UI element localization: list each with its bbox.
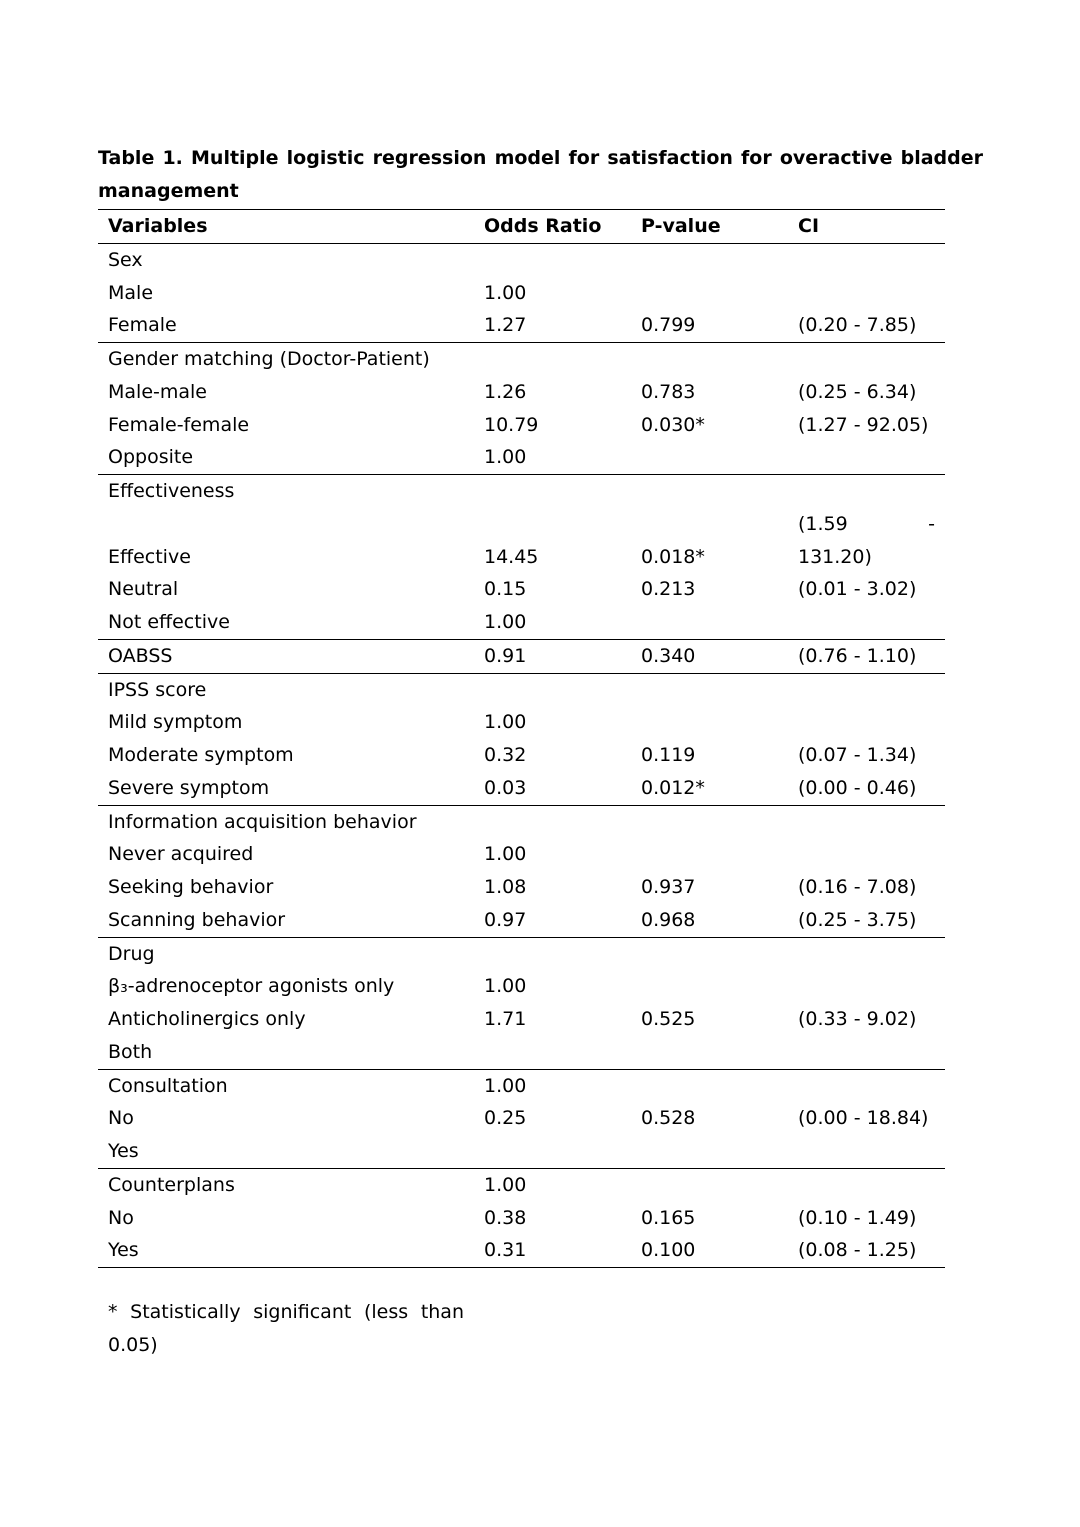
p-value-cell: 0.213: [641, 578, 696, 601]
group-header-row: [98, 475, 945, 508]
p-value-cell: [631, 838, 788, 871]
ci-cell: (0.25 - 6.34): [798, 380, 917, 403]
row-label: Yes: [98, 1234, 474, 1267]
table-row: [98, 1036, 945, 1069]
header-p-value: P-value: [631, 210, 788, 244]
odds-ratio-cell: 10.79: [484, 413, 539, 436]
row-label: Female-female: [108, 413, 250, 436]
odds-ratio-cell: 1.00: [484, 843, 527, 866]
ci-cell: (0.76 - 1.10): [788, 639, 945, 673]
group-header-row: [98, 1168, 945, 1201]
odds-ratio-cell: 14.45: [484, 545, 539, 568]
ci-cell: (0.00 - 0.46): [798, 776, 917, 799]
table-row: [98, 904, 945, 937]
header-variables: Variables: [98, 210, 474, 244]
row-label: Opposite: [108, 446, 194, 469]
odds-ratio-cell: [474, 1036, 631, 1069]
p-value-cell: 0.340: [631, 639, 788, 673]
p-value-cell: 0.525: [641, 1008, 696, 1030]
table-row: [98, 1102, 945, 1135]
ci-cell: (0.07 - 1.34): [798, 744, 917, 766]
ci-cell: [788, 838, 945, 871]
table-row: [98, 772, 945, 805]
ci-split-line: [798, 508, 945, 541]
p-value-cell: [631, 441, 788, 474]
row-label: Severe symptom: [108, 776, 270, 799]
table-row: [98, 277, 945, 310]
group-header-row: [98, 805, 945, 838]
table-row: [98, 573, 945, 606]
ci-cell: [788, 277, 945, 310]
ci-cell: (1.27 - 92.05): [798, 413, 929, 436]
p-value-cell: 0.100: [631, 1234, 788, 1267]
header-row: [98, 210, 945, 244]
p-value-cell: 0.783: [641, 380, 696, 403]
row-label: Scanning behavior: [108, 908, 286, 931]
odds-ratio-cell: 0.31: [474, 1234, 631, 1267]
row-label: No: [108, 1107, 134, 1130]
p-value-cell: 0.968: [641, 908, 696, 931]
row-label: β₃-adrenoceptor agonists only: [108, 975, 395, 998]
ci-cell: (0.25 - 3.75): [798, 908, 917, 931]
ci-lower: (1.59: [798, 512, 848, 535]
group-title: Information acquisition behavior: [98, 805, 474, 838]
table-row: [98, 606, 945, 639]
odds-ratio-cell: 1.00: [484, 611, 527, 633]
p-value-cell-significant: 0.030*: [641, 413, 705, 436]
p-value-cell: [631, 1036, 788, 1069]
p-value-cell-significant: 0.012*: [641, 776, 705, 799]
row-label: Male-male: [108, 380, 207, 403]
group-header-row: [98, 1069, 945, 1102]
ci-cell-line1: [788, 508, 945, 541]
odds-ratio-cell: 0.91: [474, 639, 631, 673]
group-title: Consultation: [98, 1069, 474, 1102]
group-header-row: [98, 243, 945, 276]
ci-cell: (0.10 - 1.49): [798, 1206, 917, 1229]
group-title: Counterplans: [98, 1168, 474, 1201]
table-row: [98, 970, 945, 1003]
p-value-cell: 0.119: [641, 744, 696, 766]
table-row: [98, 376, 945, 409]
table-caption: Table 1. Multiple logistic regression model for satisfaction for overactive bladder management: [98, 147, 983, 202]
p-value-cell: 0.528: [641, 1107, 696, 1130]
row-label: Anticholinergics only: [108, 1008, 306, 1030]
group-title: IPSS score: [98, 673, 474, 706]
row-label: No: [108, 1206, 134, 1229]
odds-ratio-cell: 1.00: [484, 711, 527, 734]
odds-ratio-cell: 1.00: [474, 1168, 631, 1201]
odds-ratio-cell: 1.71: [484, 1008, 527, 1030]
odds-ratio-cell: 1.00: [484, 975, 527, 998]
table-footnote: * Statistically significant (less than 0.05): [108, 1301, 464, 1356]
row-label: Seeking behavior: [108, 876, 274, 898]
table-row: [98, 1135, 945, 1168]
odds-ratio-cell: 1.00: [474, 1069, 631, 1102]
table-row: [98, 838, 945, 871]
table-row: [98, 1003, 945, 1036]
ci-cell: (0.33 - 9.02): [798, 1008, 917, 1030]
odds-ratio-cell: 1.26: [484, 380, 527, 403]
odds-ratio-cell: 0.25: [484, 1107, 527, 1130]
ci-cell: [788, 606, 945, 639]
row-label: Neutral: [108, 578, 179, 601]
group-header-row: [98, 639, 945, 673]
group-title: OABSS: [98, 639, 474, 673]
table-row: [98, 1202, 945, 1235]
p-value-cell: [631, 277, 788, 310]
p-value-cell: [631, 970, 788, 1003]
odds-ratio-cell: 1.08: [484, 876, 527, 898]
ci-cell: [788, 970, 945, 1003]
odds-ratio-cell: 0.38: [484, 1206, 527, 1229]
group-title: Drug: [98, 937, 474, 970]
odds-ratio-cell: 0.15: [484, 578, 527, 601]
row-label: Mild symptom: [108, 711, 243, 734]
row-label: Never acquired: [108, 843, 254, 866]
ci-cell: [788, 706, 945, 739]
odds-ratio-cell: 1.00: [484, 446, 527, 469]
group-title: Sex: [98, 243, 474, 276]
row-label: Male: [108, 281, 154, 304]
table-row: [98, 706, 945, 739]
row-label: Effective: [108, 545, 191, 568]
row-label: Yes: [108, 1140, 139, 1162]
group-title: Effectiveness: [98, 475, 474, 508]
header-odds-ratio: Odds Ratio: [474, 210, 631, 244]
ci-cell: [788, 441, 945, 474]
group-title: Gender matching (Doctor-Patient): [98, 343, 474, 376]
ci-cell: (0.00 - 18.84): [798, 1107, 929, 1130]
odds-ratio-cell: 0.32: [484, 744, 527, 766]
ci-cell: (0.20 - 7.85): [798, 314, 917, 337]
row-label: Female: [108, 314, 177, 337]
ci-dash: -: [928, 512, 935, 535]
row-label: Moderate symptom: [108, 744, 294, 766]
odds-ratio-cell: 1.00: [484, 281, 527, 304]
table-row: [98, 1234, 945, 1267]
p-value-cell: [631, 606, 788, 639]
p-value-cell: 0.165: [641, 1206, 696, 1229]
row-label: Not effective: [108, 611, 230, 633]
p-value-cell-significant: 0.018*: [641, 545, 705, 568]
ci-cell: (0.08 - 1.25): [788, 1234, 945, 1267]
p-value-cell: [631, 1135, 788, 1168]
table-row: [98, 441, 945, 474]
p-value-cell: [631, 706, 788, 739]
table-row: [98, 739, 945, 772]
ci-cell: (0.01 - 3.02): [798, 578, 917, 601]
table-row: [98, 508, 945, 541]
group-header-row: [98, 673, 945, 706]
ci-cell: (0.16 - 7.08): [798, 876, 917, 898]
group-header-row: [98, 343, 945, 376]
odds-ratio-cell: 0.97: [484, 908, 527, 931]
ci-cell: [788, 1135, 945, 1168]
odds-ratio-cell: [474, 1135, 631, 1168]
ci-cell: [788, 1036, 945, 1069]
p-value-cell: 0.799: [641, 314, 696, 337]
odds-ratio-cell: 1.27: [484, 314, 527, 337]
p-value-cell: 0.937: [641, 876, 696, 898]
header-ci: CI: [788, 210, 945, 244]
regression-table: [98, 209, 945, 1268]
table-row: [98, 309, 945, 342]
ci-cell-line2: 131.20): [798, 545, 872, 568]
group-header-row: [98, 937, 945, 970]
table-row: [98, 871, 945, 904]
table-row: [98, 541, 945, 574]
row-label: Both: [108, 1040, 153, 1063]
table-row: [98, 409, 945, 442]
odds-ratio-cell: 0.03: [484, 776, 527, 799]
